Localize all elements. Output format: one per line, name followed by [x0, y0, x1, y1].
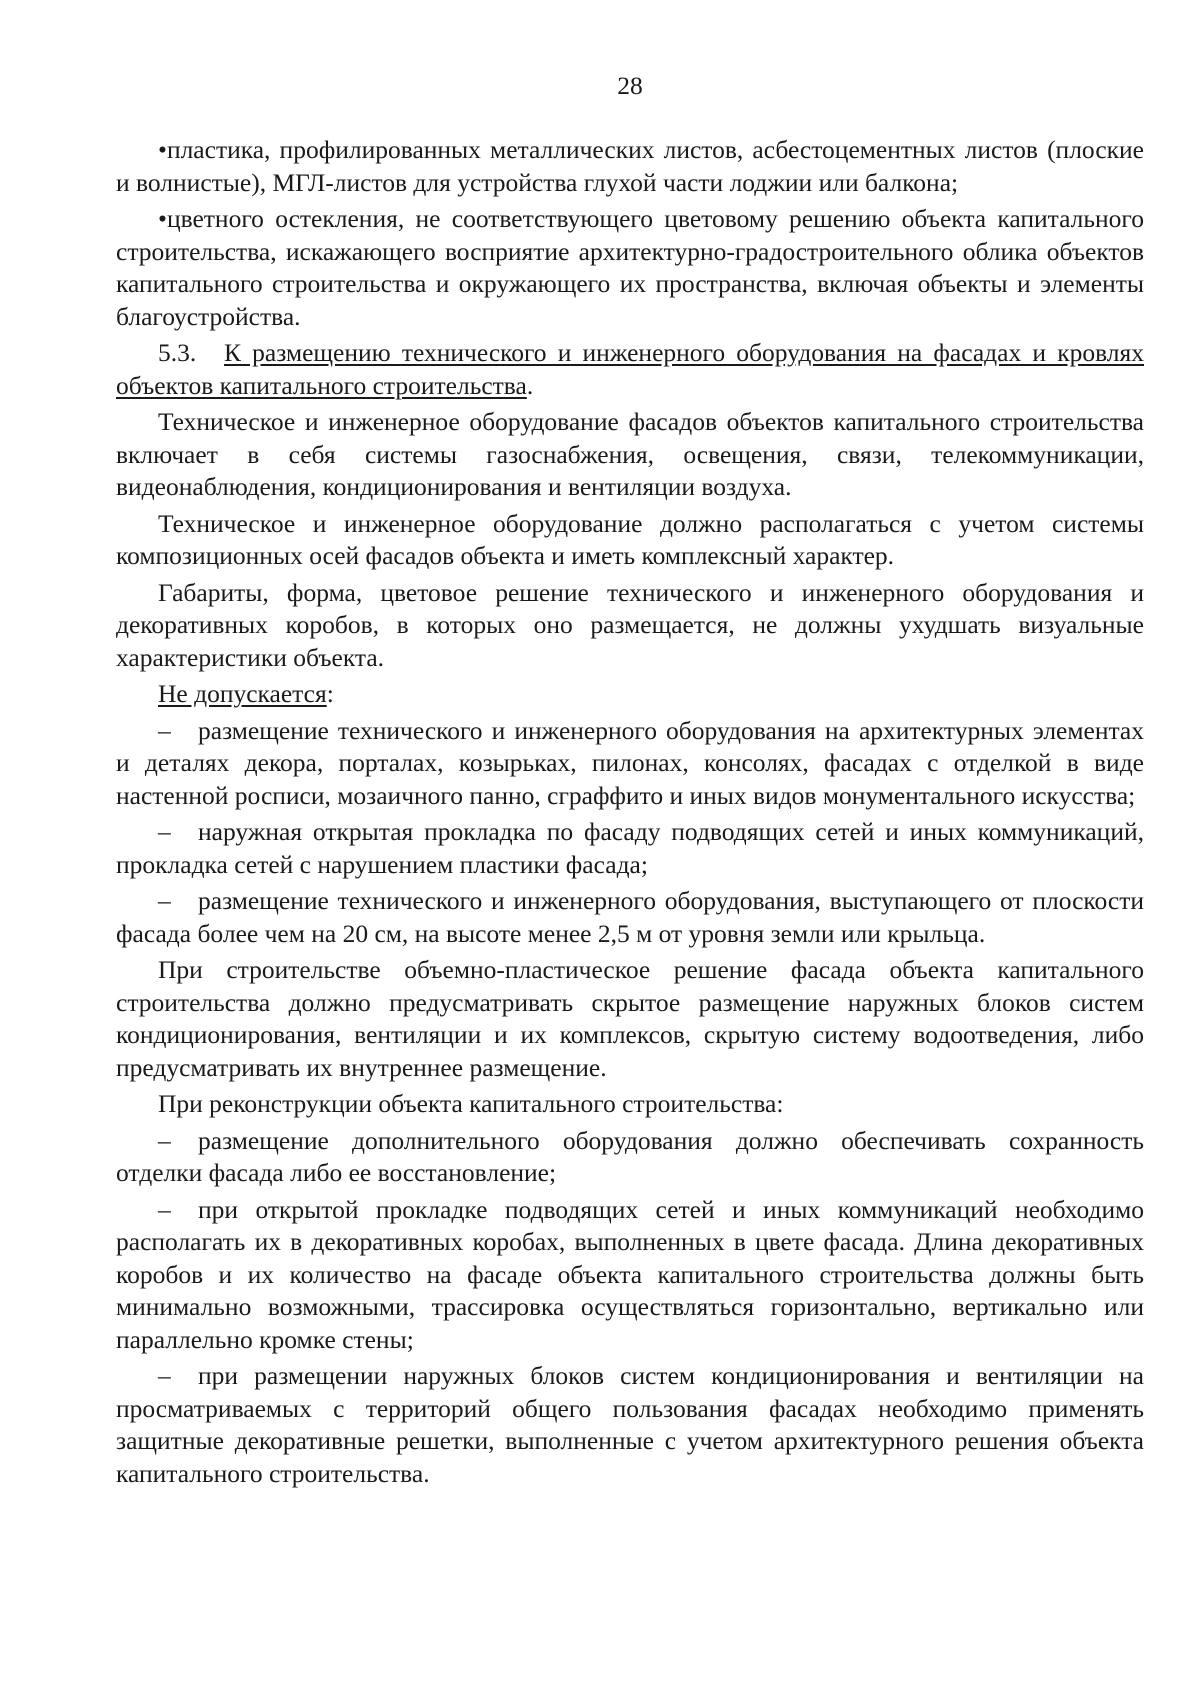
paragraph-reconstruction: При реконструкции объекта капитального строительства: [158, 1089, 784, 1118]
dash-item-additional-equipment [116, 1125, 1144, 1190]
dash-symbol: – [158, 1194, 171, 1224]
dash-item-text: наружная открытая прокладка по фасаду подводящих сетей и иных коммуникаций, прокладка сетей с нарушением пластики фасада; [116, 817, 1144, 879]
section-heading-period: . [526, 370, 534, 400]
dash-symbol: – [158, 1125, 171, 1155]
paragraph-construction: При строительстве объемно-пластическое решение фасада объекта капитального строительства должно предусматривать скрытое размещение наружных блоков систем кондиционирования, вентиляции и их комплексов, скрытую систему водоотведения, либо предусматривать их внутреннее размещение. [116, 955, 1144, 1082]
paragraph-equipment-placement: Техническое и инженерное оборудование должно располагаться с учетом системы композиционных осей фасадов объекта и иметь комплексный характер. [116, 508, 1144, 570]
dash-symbol: – [158, 886, 171, 915]
bullet-item-plastic: • пластика, профилированных металлических листов, асбестоцементных листов (плоские и волнистые), МГЛ-листов для устройства глухой части лоджии или балкона; [116, 134, 1144, 199]
paragraph-dimensions: Габариты, форма, цветовое решение технического и инженерного оборудования и декоративных коробов, в которых оно размещается, не должны ухудшать визуальные характеристики объекта. [116, 577, 1144, 672]
dash-item-text: размещение технического и инженерного оборудования на архитектурных элементах и деталях декора, порталах, козырьках, пилонах, консолях, фасадах с отделкой в виде настенной росписи, мозаичного панно, сграффито и иных видов монументального искусства; [116, 715, 1144, 810]
section-heading-5-3 [116, 337, 1144, 402]
not-allowed-heading [116, 678, 1144, 711]
dash-item-text: размещение технического и инженерного оборудования, выступающего от плоскости фасада более чем на 20 см, на высоте менее 2,5 м от уровня земли или крыльца. [116, 886, 1144, 948]
paragraph-equipment-includes: Техническое и инженерное оборудование фасадов объектов капитального строительства включает в себя системы газоснабжения, освещения, связи, телекоммуникации, видеонаблюдения, кондиционирования и вентиляции воздуха. [116, 407, 1144, 501]
dash-item-protective-grilles [116, 1360, 1144, 1490]
not-allowed-label: Не допускается [158, 679, 327, 708]
dash-item-decor [116, 715, 1144, 813]
dash-item-open-laying [116, 816, 1144, 881]
dash-item-text: размещение дополнительного оборудования должно обеспечивать сохранность отделки фасада либо ее восстановление; [116, 1125, 1144, 1187]
section-number: 5.3. [158, 338, 197, 367]
section-heading-text: К размещению технического и инженерного оборудования на фасадах и кровлях объектов капитального строительства [116, 338, 1144, 400]
dash-symbol: – [158, 715, 171, 745]
dash-symbol: – [158, 1361, 171, 1390]
page-number: 28 [617, 71, 643, 100]
dash-symbol: – [158, 817, 171, 846]
dash-item-protrusion [116, 885, 1144, 950]
dash-item-decorative-boxes [116, 1194, 1144, 1357]
not-allowed-colon: : [326, 679, 334, 708]
dash-item-text: при размещении наружных блоков систем кондиционирования и вентиляции на просматриваемых с территорий общего пользования фасадах необходимо применять защитные декоративные решетки, выполненные с учетом архитектурного решения объекта капитального строительства. [116, 1361, 1144, 1488]
bullet-item-colored-glazing: • цветного остекления, не соответствующего цветовому решению объекта капитального строительства, искажающего восприятие архитектурно-градостроительного облика объектов капитального строительства и окружающего их пространства, включая объекты и элементы благоустройства. [116, 203, 1144, 333]
dash-item-text: при открытой прокладке подводящих сетей и иных коммуникаций необходимо располагать их в декоративных коробах, выполненных в цвете фасада. Длина декоративных коробов и их количество на фасаде объекта капитального строительства должны быть минимально возможными, трассировка осуществляться горизонтально, вертикально или параллельно кромке стены; [116, 1194, 1144, 1354]
